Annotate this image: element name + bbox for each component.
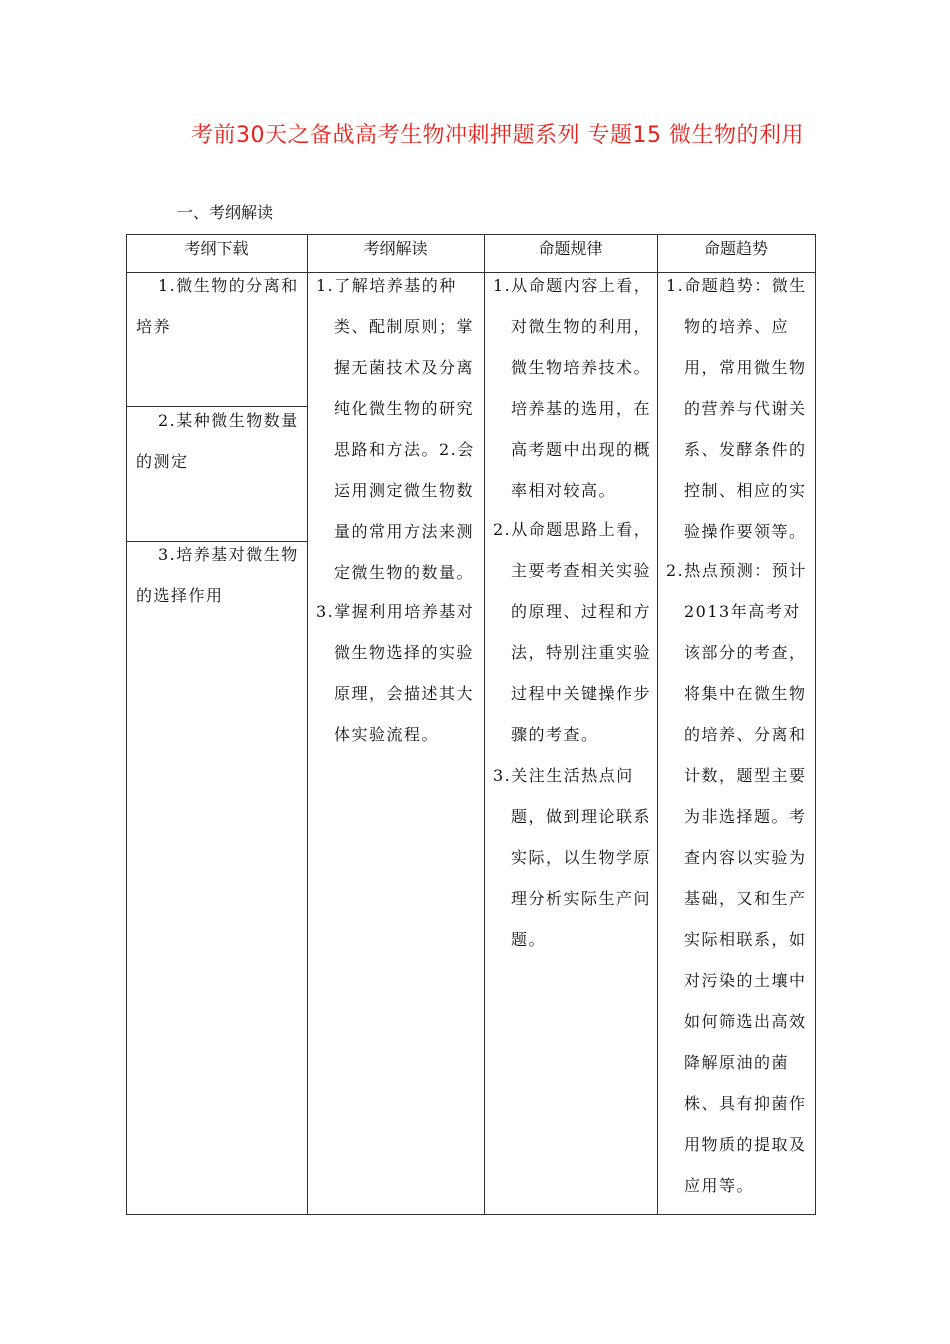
col3-item: 1.从命题内容上看，对微生物的利用，微生物培养技术。培养基的选用，在高考题中出现的概率相对较高。	[493, 276, 652, 500]
col2-item: 1.了解培养基的种类、配制原则；掌握无菌技术及分离纯化微生物的研究思路和方法。2.会运用测定微生物数量的常用方法来测定微生物的数量。	[316, 276, 475, 582]
document-title: 考前30天之备战高考生物冲刺押题系列 专题15 微生物的利用	[191, 123, 804, 148]
table-border-top	[126, 234, 816, 235]
col2-item: 3.掌握利用培养基对微生物选择的实验原理，会描述其大体实验流程。	[316, 602, 475, 744]
col1-item: 1.微生物的分离和培养	[136, 276, 299, 336]
header-cell-interpretation: 考纲解读	[363, 239, 428, 258]
col4-item: 2.热点预测：预计2013年高考对该部分的考查，将集中在微生物的培养、分离和计数，题型主要为非选择题。考查内容以实验为基础，又和生产实际相联系，如对污染的土壤中如何筛选出高效降解原油的菌株、具有抑菌作用物质的提取及应用等。	[666, 561, 807, 1195]
table-border-right	[815, 234, 816, 1215]
col3-item: 2.从命题思路上看，主要考查相关实验的原理、过程和方法，特别注重实验过程中关键操作步骤的考查。	[493, 520, 652, 744]
col1-item: 3.培养基对微生物的选择作用	[136, 545, 299, 605]
table-border-bottom	[126, 1214, 816, 1215]
header-cell-trend: 命题趋势	[703, 239, 768, 258]
table-col-divider	[307, 234, 308, 1215]
header-cell-pattern: 命题规律	[538, 239, 603, 258]
table-col-divider	[657, 234, 658, 1215]
table-col-divider	[484, 234, 485, 1215]
header-cell-download: 考纲下载	[184, 239, 249, 258]
col4-item: 1.命题趋势：微生物的培养、应用，常用微生物的营养与代谢关系、发酵条件的控制、相应的实验操作要领等。	[666, 276, 807, 541]
table-border-left	[126, 234, 127, 1215]
section-heading: 一、考纲解读	[177, 203, 274, 222]
col3-item: 3.关注生活热点问题，做到理论联系实际，以生物学原理分析实际生产问题。	[493, 766, 652, 949]
col1-item: 2.某种微生物数量的测定	[136, 411, 299, 471]
